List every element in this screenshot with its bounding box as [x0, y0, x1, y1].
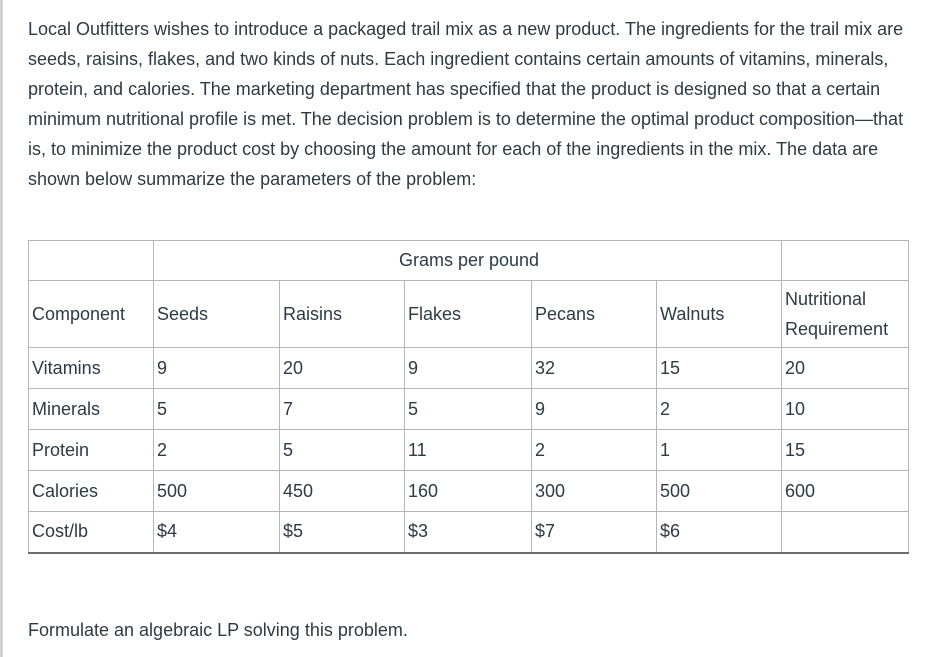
- table-row: [29, 389, 909, 430]
- column-header: Component: [29, 281, 154, 348]
- left-border: [0, 0, 3, 657]
- column-header: Raisins: [280, 281, 405, 348]
- table-row: [29, 471, 909, 512]
- table-cell: 15: [657, 348, 782, 389]
- table-cell: 11: [405, 430, 532, 471]
- table-cell: 2: [154, 430, 280, 471]
- table-cell: 450: [280, 471, 405, 512]
- table-cell: $5: [280, 512, 405, 553]
- table-row: [29, 512, 909, 553]
- question-prompt: Formulate an algebraic LP solving this problem.: [28, 620, 408, 640]
- table-cell: 9: [532, 389, 657, 430]
- table-corner-cell: [29, 241, 154, 281]
- table-cell: 160: [405, 471, 532, 512]
- table-cell: 2: [657, 389, 782, 430]
- table-cell: 5: [154, 389, 280, 430]
- group-header-cell: Grams per pound: [154, 241, 782, 281]
- table-cell: 10: [782, 389, 909, 430]
- table-empty-header-cell: [782, 241, 909, 281]
- table-cell: 600: [782, 471, 909, 512]
- table-cell: 500: [657, 471, 782, 512]
- table-row: [29, 348, 909, 389]
- column-header: Walnuts: [657, 281, 782, 348]
- table-cell: $7: [532, 512, 657, 553]
- column-header: Nutritional Requirement: [782, 281, 909, 348]
- table-cell: 9: [154, 348, 280, 389]
- table-cell: 32: [532, 348, 657, 389]
- table-cell: 7: [280, 389, 405, 430]
- row-label: Vitamins: [29, 348, 154, 389]
- table-header-row: [29, 281, 909, 348]
- column-header: Seeds: [154, 281, 280, 348]
- row-label: Calories: [29, 471, 154, 512]
- column-header: Flakes: [405, 281, 532, 348]
- table-row: [29, 430, 909, 471]
- table-cell: $4: [154, 512, 280, 553]
- table-cell: 2: [532, 430, 657, 471]
- table-cell: 20: [782, 348, 909, 389]
- table-cell: 500: [154, 471, 280, 512]
- row-label: Protein: [29, 430, 154, 471]
- table-cell: 20: [280, 348, 405, 389]
- table-cell: 1: [657, 430, 782, 471]
- table-cell: 5: [280, 430, 405, 471]
- row-label: Cost/lb: [29, 512, 154, 553]
- nutrition-table: [28, 240, 909, 554]
- table-group-header-row: [29, 241, 909, 281]
- table-cell: 9: [405, 348, 532, 389]
- row-label: Minerals: [29, 389, 154, 430]
- table-cell: [782, 512, 909, 553]
- table-cell: 300: [532, 471, 657, 512]
- column-header: Pecans: [532, 281, 657, 348]
- problem-description: Local Outfitters wishes to introduce a packaged trail mix as a new product. The ingredients for the trail mix are seeds, raisins, flakes, and two kinds of nuts. Each ingredient contains certain amounts of vitamins, minerals, protein, and calories. The marketing department has specified that the product is designed so that a certain minimum nutritional profile is met. The decision problem is to determine the optimal product composition—that is, to minimize the product cost by choosing the amount for each of the ingredients in the mix. The data are shown below summarize the parameters of the problem:: [28, 19, 904, 189]
- table-cell: 15: [782, 430, 909, 471]
- table-cell: $3: [405, 512, 532, 553]
- table-cell: $6: [657, 512, 782, 553]
- table-cell: 5: [405, 389, 532, 430]
